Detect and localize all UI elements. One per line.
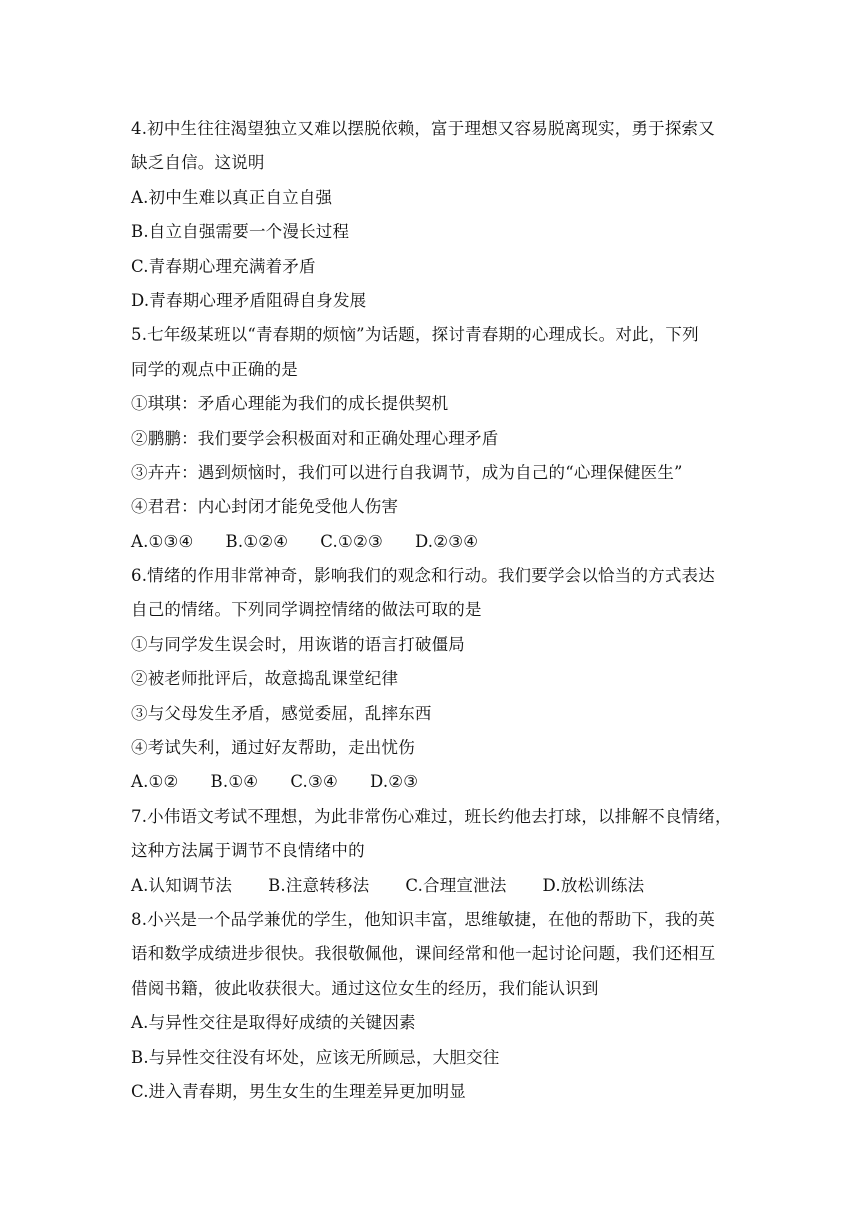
question-6-item-2: ②被老师批评后，故意捣乱课堂纪律 [131, 669, 399, 689]
question-8-stem-line-2: 语和数学成绩进步很快。我很敬佩他，课间经常和他一起讨论问题，我们还相互 [131, 944, 716, 964]
question-6-option-b: B.①④ [210, 772, 259, 792]
question-7-option-c: C.合理宣泄法 [405, 875, 507, 895]
question-6-option-d: D.②③ [369, 772, 419, 792]
question-5-stem-line-2: 同学的观点中正确的是 [131, 359, 298, 379]
question-4-option-c: C.青春期心理充满着矛盾 [131, 256, 316, 276]
question-8-option-b: B.与异性交往没有坏处，应该无所顾忌，大胆交往 [131, 1047, 500, 1067]
question-6-item-1: ①与同学发生误会时，用诙谐的语言打破僵局 [131, 634, 465, 654]
question-5-item-2: ②鹏鹏：我们要学会积极面对和正确处理心理矛盾 [131, 428, 499, 448]
question-6-options [131, 765, 741, 799]
question-6-option-c: C.③④ [290, 772, 338, 792]
question-7-option-b: B.注意转移法 [268, 875, 370, 895]
question-8-stem-line-1: 8.小兴是一个品学兼优的学生，他知识丰富，思维敏捷，在他的帮助下，我的英 [131, 909, 715, 929]
question-8-option-c: C.进入青春期，男生女生的生理差异更加明显 [131, 1081, 466, 1101]
exam-page [131, 112, 741, 1109]
question-4-option-b: B.自立自强需要一个漫长过程 [131, 222, 350, 242]
question-5-options [131, 525, 741, 559]
question-6-option-a: A.①② [131, 772, 179, 792]
question-6-stem-line-2: 自己的情绪。下列同学调控情绪的做法可取的是 [131, 600, 482, 620]
question-4-stem-line-1: 4.初中生往往渴望独立又难以摆脱依赖，富于理想又容易脱离现实，勇于探索又 [131, 119, 715, 138]
question-5-item-3: ③卉卉：遇到烦恼时，我们可以进行自我调节，成为自己的“心理保健医生” [131, 462, 683, 482]
question-8-option-a: A.与异性交往是取得好成绩的关键因素 [131, 1013, 416, 1033]
question-4-option-a: A.初中生难以真正自立自强 [131, 187, 333, 207]
question-5-option-a: A.①③④ [131, 531, 194, 551]
question-7-stem-line-2: 这种方法属于调节不良情绪中的 [131, 841, 365, 861]
question-5-option-d: D.②③④ [414, 531, 479, 551]
question-4-option-d: D.青春期心理矛盾阻碍自身发展 [131, 290, 367, 310]
question-6-item-4: ④考试失利，通过好友帮助，走出忧伤 [131, 738, 415, 758]
question-7-option-a: A.认知调节法 [131, 875, 233, 895]
question-6-stem-line-1: 6.情绪的作用非常神奇，影响我们的观念和行动。我们要学会以恰当的方式表达 [131, 566, 715, 586]
question-5-option-c: C.①②③ [320, 531, 383, 551]
question-5-item-4: ④君君：内心封闭才能免受他人伤害 [131, 497, 399, 517]
question-7-stem-line-1: 7.小伟语文考试不理想，为此非常伤心难过，班长约他去打球，以排解不良情绪， [131, 806, 732, 826]
question-7-options [131, 869, 741, 903]
question-8-stem-line-3: 借阅书籍，彼此收获很大。通过这位女生的经历，我们能认识到 [131, 978, 599, 998]
question-5-stem-line-1: 5.七年级某班以“青春期的烦恼”为话题，探讨青春期的心理成长。对此，下列 [131, 325, 699, 345]
question-7-option-d: D.放松训练法 [542, 875, 645, 895]
question-6-item-3: ③与父母发生矛盾，感觉委屈，乱摔东西 [131, 703, 432, 723]
question-5-item-1: ①琪琪：矛盾心理能为我们的成长提供契机 [131, 394, 449, 414]
question-5-option-b: B.①②④ [225, 531, 289, 551]
question-4-stem-line-2: 缺乏自信。这说明 [131, 153, 265, 173]
